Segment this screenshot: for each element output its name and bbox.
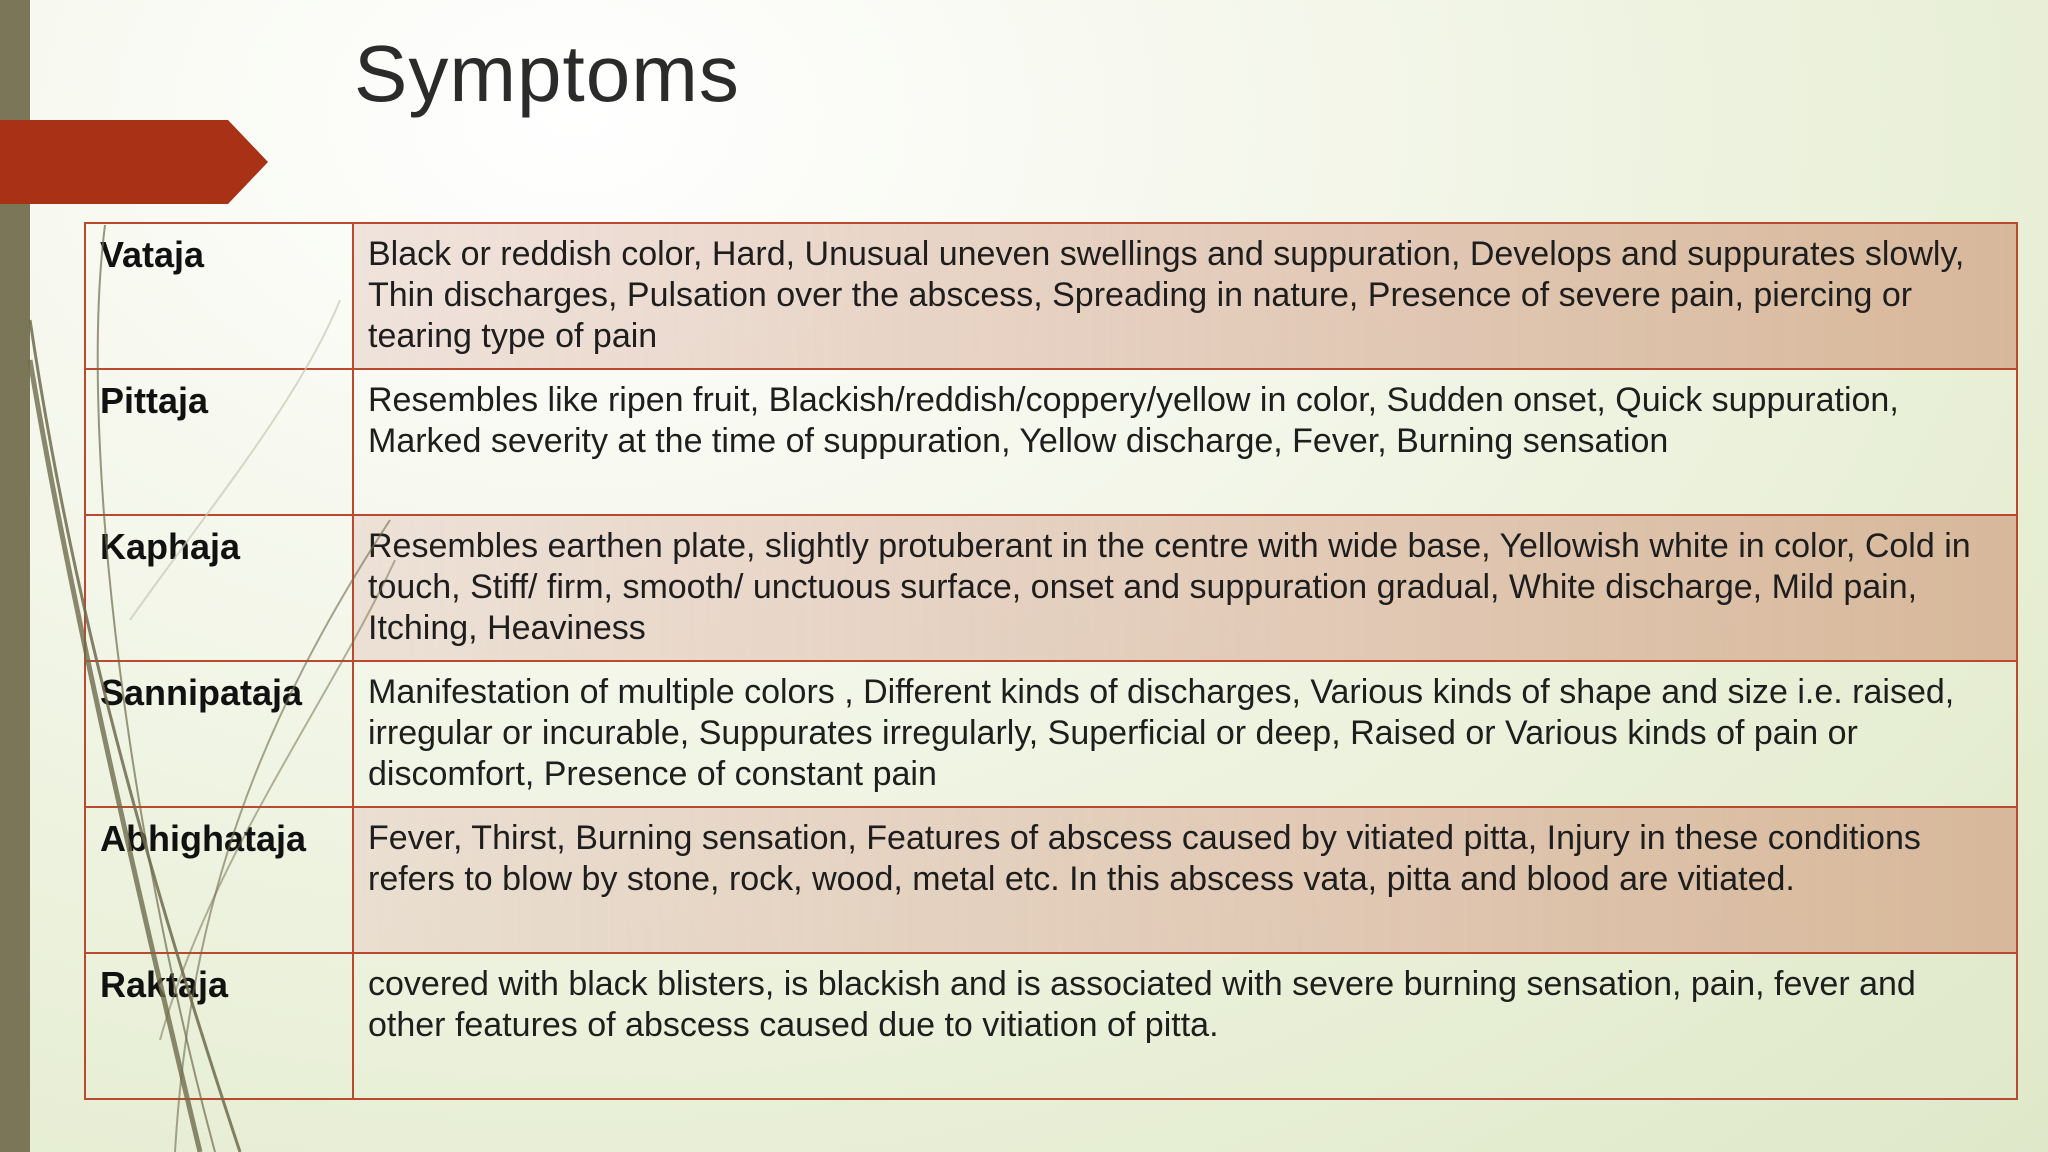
symptom-description: Resembles like ripen fruit, Blackish/reddish/coppery/yellow in color, Sudden onset, Quick suppuration, Marked severity at the time of suppuration, Yellow discharge, Fever, Burning sensation (353, 369, 2017, 515)
table-row (85, 223, 2017, 369)
symptom-description: covered with black blisters, is blackish and is associated with severe burning sensation, pain, fever and other features of abscess caused due to vitiation of pitta. (353, 953, 2017, 1099)
symptom-description: Black or reddish color, Hard, Unusual uneven swellings and suppuration, Develops and suppurates slowly, Thin discharges, Pulsation over the abscess, Spreading in nature, Presence of severe pain, piercing or tearing type of pain (353, 223, 2017, 369)
table-row (85, 515, 2017, 661)
table-row (85, 807, 2017, 953)
symptoms-table (84, 222, 2018, 1100)
abscess-type: Raktaja (85, 953, 353, 1099)
slide-title: Symptoms (354, 29, 740, 118)
table-row (85, 369, 2017, 515)
abscess-type: Sannipataja (85, 661, 353, 807)
abscess-type: Vataja (85, 223, 353, 369)
abscess-type: Kaphaja (85, 515, 353, 661)
symptom-description: Resembles earthen plate, slightly protuberant in the centre with wide base, Yellowish white in color, Cold in touch, Stiff/ firm, smooth/ unctuous surface, onset and suppuration gradual, White discharge, Mild pain, Itching, Heaviness (353, 515, 2017, 661)
table-row (85, 953, 2017, 1099)
table-row (85, 661, 2017, 807)
title-arrow-tab (0, 120, 268, 204)
abscess-type: Abhighataja (85, 807, 353, 953)
symptom-description: Manifestation of multiple colors , Different kinds of discharges, Various kinds of shape and size i.e. raised, irregular or incurable, Suppurates irregularly, Superficial or deep, Raised or Various kinds of pain or discomfort, Presence of constant pain (353, 661, 2017, 807)
symptom-description: Fever, Thirst, Burning sensation, Features of abscess caused by vitiated pitta, Injury in these conditions refers to blow by stone, rock, wood, metal etc. In this abscess vata, pitta and blood are vitiated. (353, 807, 2017, 953)
abscess-type: Pittaja (85, 369, 353, 515)
